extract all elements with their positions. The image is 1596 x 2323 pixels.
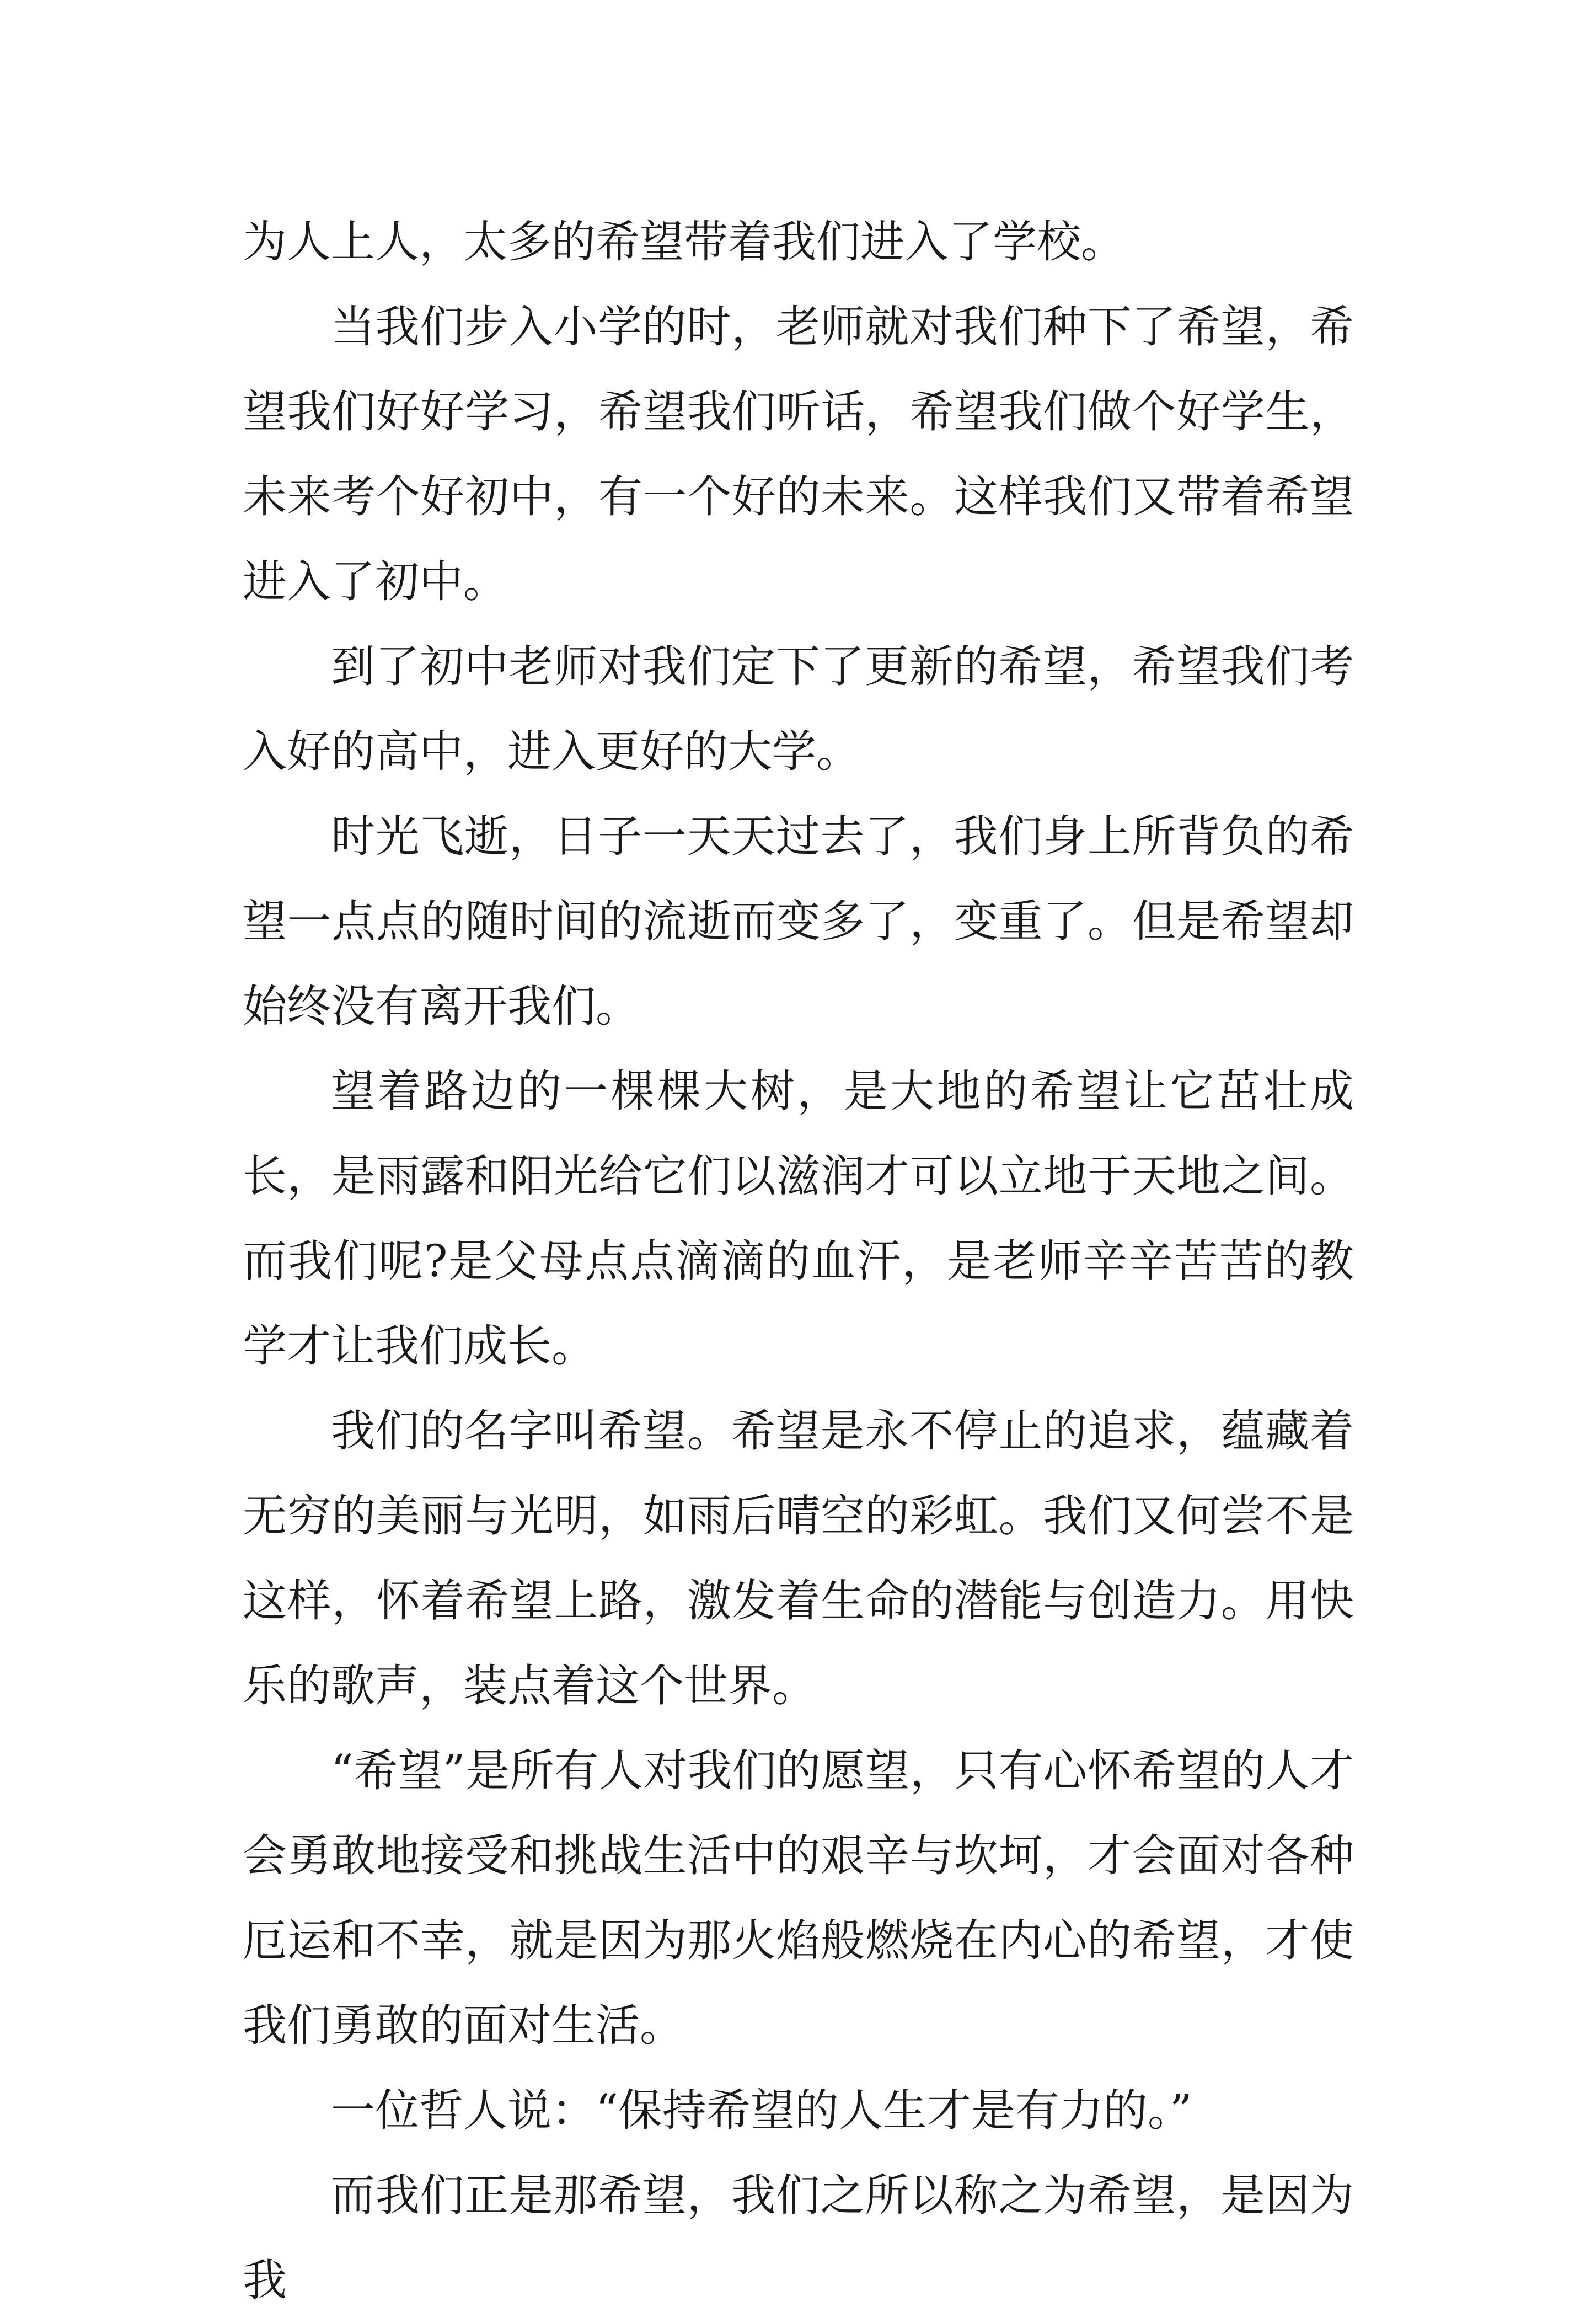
paragraph-continuation: 为人上人，太多的希望带着我们进入了学校。 [243, 216, 1125, 267]
paragraph: 一位哲人说：“保持希望的人生才是有力的。” [331, 2085, 1192, 2136]
paragraph: 而我们正是那希望，我们之所以称之为希望，是因为我 [243, 2170, 1354, 2306]
body-text [243, 200, 1354, 2323]
paragraph: 我们的名字叫希望。希望是永不停止的追求，蕴藏着无穷的美丽与光明，如雨后晴空的彩虹。我们又何尝不是这样，怀着希望上路，激发着生命的潜能与创造力。用快乐的歌声，装点着这个世界。 [243, 1405, 1354, 1711]
paragraph: 望着路边的一棵棵大树，是大地的希望让它茁壮成长，是雨露和阳光给它们以滋润才可以立地于天地之间。而我们呢?是父母点点滴滴的血汗，是老师辛辛苦苦的教学才让我们成长。 [243, 1066, 1354, 1372]
paragraph: “希望”是所有人对我们的愿望，只有心怀希望的人才会勇敢地接受和挑战生活中的艰辛与坎坷，才会面对各种厄运和不幸，就是因为那火焰般燃烧在内心的希望，才使我们勇敢的面对生活。 [243, 1745, 1354, 2051]
paragraph: 当我们步入小学的时，老师就对我们种下了希望，希望我们好好学习，希望我们听话，希望我们做个好学生，未来考个好初中，有一个好的未来。这样我们又带着希望进入了初中。 [243, 301, 1354, 607]
paragraph: 到了初中老师对我们定下了更新的希望，希望我们考入好的高中，进入更好的大学。 [243, 641, 1354, 777]
paragraph: 时光飞逝，日子一天天过去了，我们身上所背负的希望一点点的随时间的流逝而变多了，变重了。但是希望却始终没有离开我们。 [243, 811, 1354, 1032]
